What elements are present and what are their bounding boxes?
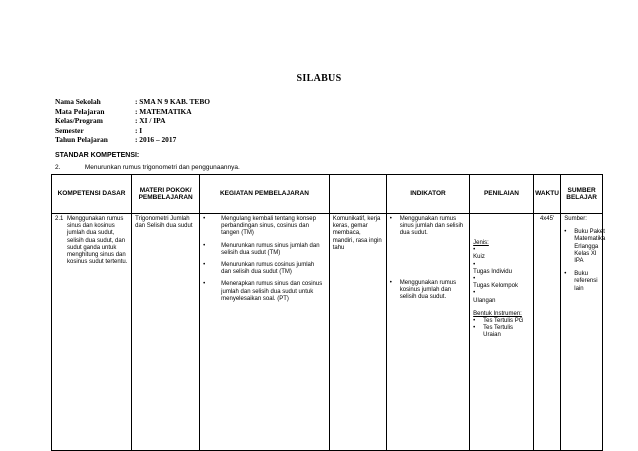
bullet-icon: • bbox=[389, 216, 392, 222]
cell-karakter bbox=[329, 214, 386, 451]
cell-kompetensi-dasar bbox=[52, 214, 132, 451]
bullet-icon: • bbox=[564, 271, 567, 278]
list-item bbox=[203, 281, 326, 303]
kegiatan-text: Menerapkan rumus sinus dan cosinus jumlah dan selisih dua sudut untuk menyelesaikan soal. (PT) bbox=[221, 281, 323, 302]
materi-text: Trigonometri Jumlah dan Selisih dua sudut bbox=[135, 216, 193, 230]
cell-waktu bbox=[533, 214, 560, 451]
cell-indikator bbox=[386, 214, 469, 451]
cell-sumber bbox=[561, 214, 606, 451]
kegiatan-text: Mengulang kembali tentang konsep perbandingan sinus, cosinus dan tangen (TM) bbox=[221, 216, 316, 237]
list-item bbox=[390, 280, 466, 302]
header-kegiatan-pembelajaran: KEGIATAN PEMBELAJARAN bbox=[200, 175, 330, 214]
info-label: Nama Sekolah bbox=[55, 97, 101, 106]
info-value: : SMA N 9 KAB. TEBO bbox=[135, 97, 211, 106]
bullet-icon: • bbox=[473, 318, 476, 325]
standar-kompetensi-heading: STANDAR KOMPETENSI: bbox=[55, 152, 140, 159]
list-item bbox=[473, 325, 530, 339]
list-item bbox=[473, 318, 530, 325]
sk-number: 2. bbox=[55, 164, 61, 171]
penilaian-item: Tes Tertulis Uraian bbox=[483, 325, 514, 339]
bullet-icon: • bbox=[473, 290, 476, 297]
header-waktu: WAKTU bbox=[533, 175, 560, 214]
list-item bbox=[203, 243, 326, 257]
table-row bbox=[52, 214, 603, 451]
list-item bbox=[564, 271, 599, 293]
kd-text: Menggunakan rumus sinus dan kosinus jumlah dua sudut, selisih dua sudut, dan sudut ganda untuk menghitung sinus dan kosinus sudut tertentu. bbox=[67, 216, 128, 266]
penilaian-item: Kuiz bbox=[473, 254, 485, 261]
info-row-class bbox=[55, 116, 210, 126]
header-penilaian: PENILAIAN bbox=[470, 175, 534, 214]
school-info bbox=[55, 97, 210, 145]
indikator-text: Menggunakan rumus kosinus jumlah dan selisih dua sudut. bbox=[399, 279, 457, 301]
header-kompetensi-dasar: KOMPETENSI DASAR bbox=[52, 175, 132, 214]
sumber-text: Buku Paket Matematika Erlangga Kelas XI IPA bbox=[574, 229, 606, 265]
bullet-icon: • bbox=[473, 247, 476, 254]
info-row-semester bbox=[55, 126, 210, 136]
bullet-icon: • bbox=[389, 279, 392, 286]
bullet-icon: • bbox=[203, 216, 206, 222]
info-label: Mata Pelajaran bbox=[55, 106, 105, 116]
penilaian-item: Tes Tertulis PG bbox=[483, 318, 524, 325]
document-title: SILABUS bbox=[296, 73, 342, 84]
waktu-text: 4x45' bbox=[539, 216, 555, 222]
bullet-icon: • bbox=[473, 261, 476, 268]
cell-materi bbox=[132, 214, 200, 451]
header-sumber-belajar: SUMBER BELAJAR bbox=[561, 175, 603, 214]
header-materi-pokok: MATERI POKOK/ PEMBELAJARAN bbox=[132, 175, 200, 214]
penilaian-item: Ulangan bbox=[473, 297, 496, 304]
sumber-text: Buku referensi lain bbox=[574, 271, 598, 292]
indikator-text: Menggunakan rumus sinus jumlah dan selisih dua sudut. bbox=[399, 216, 464, 237]
syllabus-table bbox=[51, 174, 606, 451]
bullet-icon: • bbox=[564, 229, 567, 236]
info-value: : I bbox=[135, 125, 143, 135]
bullet-icon: • bbox=[473, 325, 476, 332]
list-item bbox=[203, 262, 326, 276]
header-indikator: INDIKATOR bbox=[386, 175, 469, 214]
table-header-row bbox=[52, 175, 603, 214]
info-row-subject bbox=[55, 107, 210, 117]
list-item bbox=[390, 216, 466, 238]
bullet-icon: • bbox=[473, 276, 476, 283]
info-label: Semester bbox=[55, 125, 84, 135]
jenis-label: Jenis: bbox=[473, 240, 489, 246]
penilaian-item: Tugas Individu bbox=[473, 268, 512, 275]
info-value: : XI / IPA bbox=[135, 116, 166, 126]
bentuk-label: Bentuk Instrumen: bbox=[473, 310, 522, 317]
standar-kompetensi-item bbox=[55, 164, 240, 171]
list-item bbox=[564, 229, 606, 265]
penilaian-item: Tugas Kelompok bbox=[473, 283, 518, 290]
karakter-text: Komunikatif, kerja keras, gemar membaca, mandiri, rasa ingin tahu bbox=[332, 216, 382, 251]
kegiatan-text: Menurunkan rumus cosinus jumlah dan selisih dua sudut (TM) bbox=[221, 262, 315, 276]
bullet-icon: • bbox=[203, 262, 206, 269]
kegiatan-text: Menurunkan rumus sinus jumlah dan selisih dua sudut (TM) bbox=[221, 242, 320, 256]
info-label: Tahun Pelajaran bbox=[55, 135, 108, 145]
bullet-icon: • bbox=[203, 242, 206, 249]
cell-penilaian bbox=[470, 214, 534, 451]
kd-number: 2.1 bbox=[55, 216, 64, 222]
sumber-label: Sumber: bbox=[564, 216, 587, 222]
info-row-year bbox=[55, 135, 210, 145]
info-value: : MATEMATIKA bbox=[135, 106, 192, 116]
list-item bbox=[203, 216, 326, 238]
sk-text: Menurunkan rumus trigonometri dan penggunaannya. bbox=[84, 164, 240, 171]
info-label: Kelas/Program bbox=[55, 116, 103, 126]
info-value: : 2016 – 2017 bbox=[135, 135, 177, 145]
cell-kegiatan bbox=[200, 214, 330, 451]
bullet-icon: • bbox=[203, 281, 206, 288]
header-karakter bbox=[329, 175, 386, 214]
info-row-school bbox=[55, 97, 210, 107]
